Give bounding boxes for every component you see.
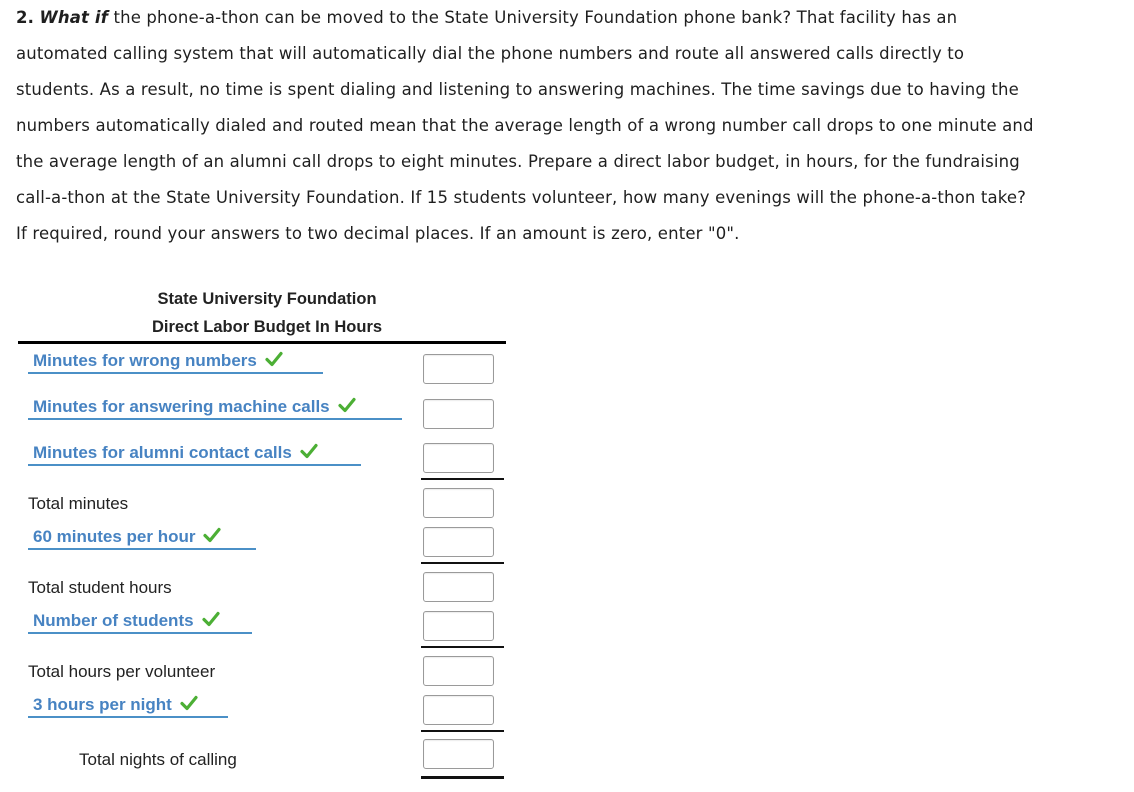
alumni-contact-label[interactable]: Minutes for alumni contact calls <box>28 440 361 466</box>
budget-subtitle: Direct Labor Budget In Hours <box>151 318 383 336</box>
number-of-students-label[interactable]: Number of students <box>28 608 252 634</box>
check-icon <box>202 609 220 635</box>
answering-machine-input[interactable] <box>423 399 494 429</box>
wrong-numbers-label[interactable]: Minutes for wrong numbers <box>28 348 323 374</box>
hours-per-night-label[interactable]: 3 hours per night <box>28 692 228 718</box>
question-line-7: If required, round your answers to two decimal places. If an amount is zero, enter "0". <box>16 224 740 243</box>
total-student-hours-label: Total student hours <box>28 578 172 597</box>
alumni-contact-input[interactable] <box>423 443 494 473</box>
hours-per-night-input[interactable] <box>423 695 494 725</box>
answering-machine-label[interactable]: Minutes for answering machine calls <box>28 394 402 420</box>
question-line-1: 2. What if the phone-a-thon can be moved to the State University Foundation phone bank? That facility has an <box>16 8 958 27</box>
number-of-students-input[interactable] <box>423 611 494 641</box>
division-rule <box>421 646 504 648</box>
total-hours-per-volunteer-input[interactable] <box>423 656 494 686</box>
header-rule <box>18 341 506 344</box>
check-icon <box>203 525 221 551</box>
check-icon <box>180 693 198 719</box>
total-hours-per-volunteer-label: Total hours per volunteer <box>28 662 216 681</box>
minutes-per-hour-label[interactable]: 60 minutes per hour <box>28 524 256 550</box>
division-rule <box>421 562 504 564</box>
subtotal-rule <box>421 478 504 480</box>
check-icon <box>338 395 356 421</box>
question-text <box>16 0 1126 252</box>
question-line-5: the average length of an alumni call drops to eight minutes. Prepare a direct labor budget, in hours, for the fundraising <box>16 152 1020 171</box>
division-rule <box>421 730 504 732</box>
total-double-rule <box>421 776 504 779</box>
minutes-per-hour-input[interactable] <box>423 527 494 557</box>
check-icon <box>300 441 318 467</box>
question-line-3: students. As a result, no time is spent dialing and listening to answering machines. The time savings due to having the <box>16 80 1019 99</box>
question-line-2: automated calling system that will automatically dial the phone numbers and route all answered calls directly to <box>16 44 965 63</box>
total-nights-label: Total nights of calling <box>79 750 237 769</box>
wrong-numbers-input[interactable] <box>423 354 494 384</box>
total-minutes-label: Total minutes <box>28 494 129 513</box>
question-line-4: numbers automatically dialed and routed mean that the average length of a wrong number call drops to one minute and <box>16 116 1034 135</box>
budget-title: State University Foundation <box>157 290 377 308</box>
total-student-hours-input[interactable] <box>423 572 494 602</box>
question-line-6: call-a-thon at the State University Foundation. If 15 students volunteer, how many evenings will the phone-a-thon take? <box>16 188 1027 207</box>
check-icon <box>265 349 283 375</box>
total-minutes-input[interactable] <box>423 488 494 518</box>
total-nights-input[interactable] <box>423 739 494 769</box>
